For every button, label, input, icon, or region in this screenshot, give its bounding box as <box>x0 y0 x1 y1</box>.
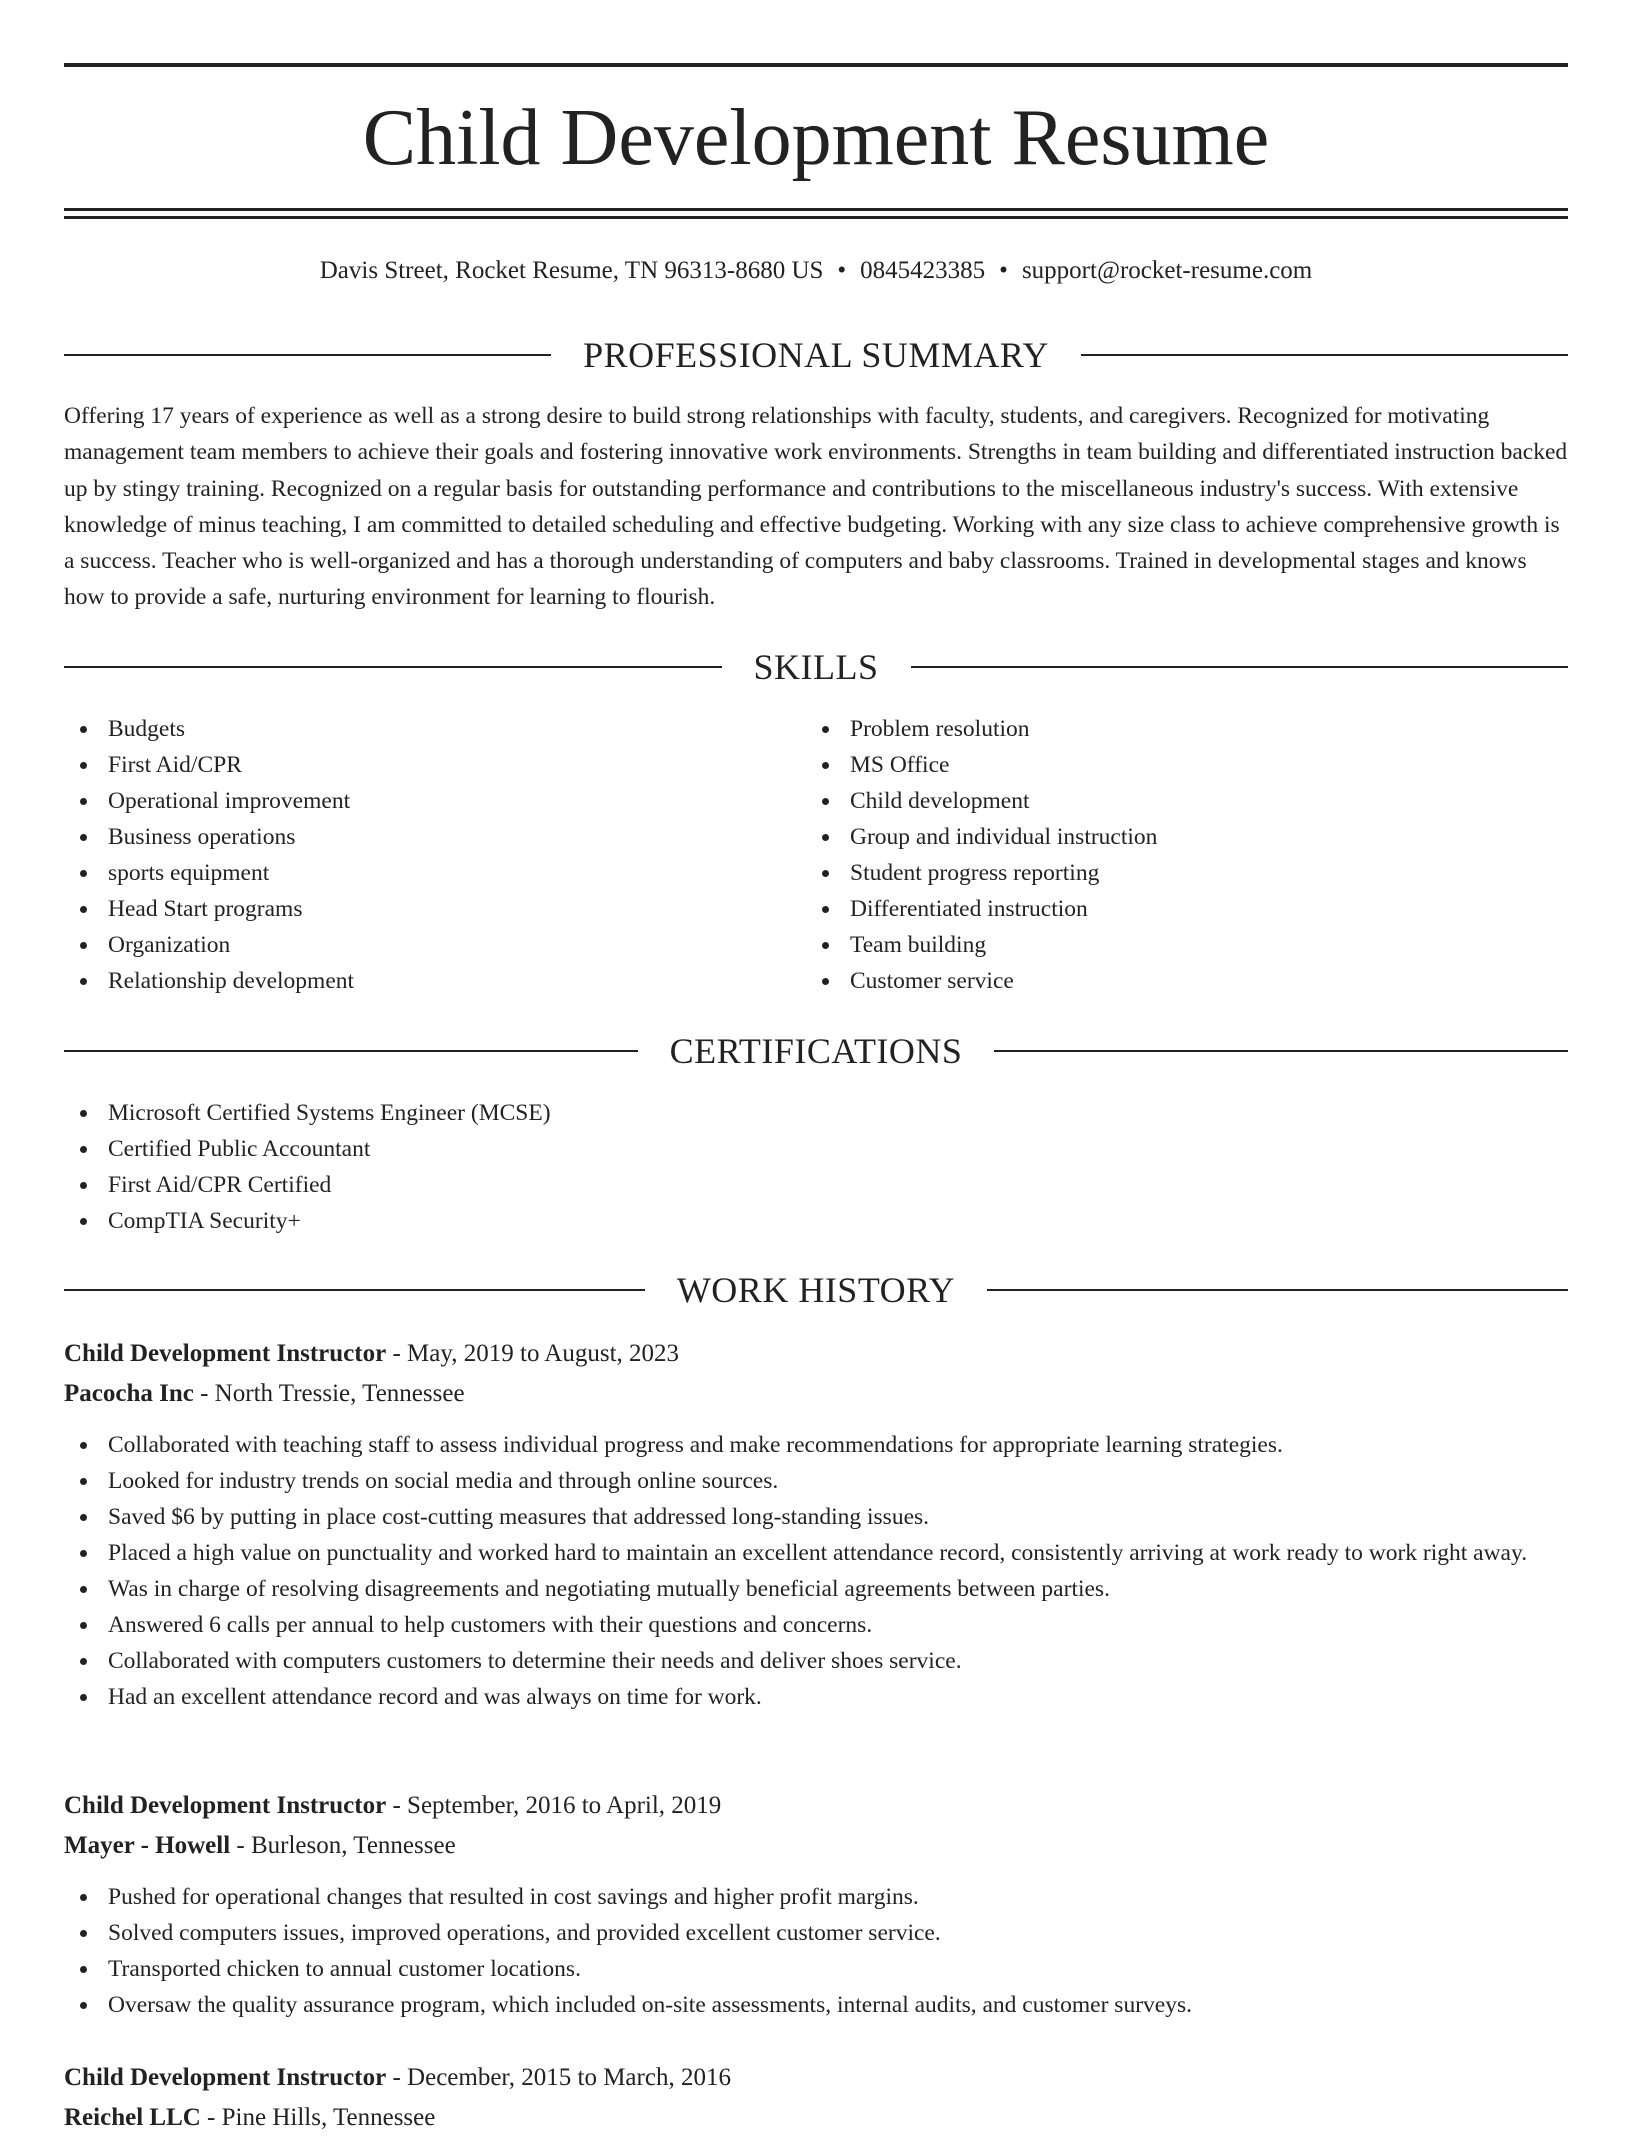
skill-item: First Aid/CPR <box>64 747 764 783</box>
section-title: PROFESSIONAL SUMMARY <box>583 335 1049 375</box>
skills-list-right <box>806 711 1506 999</box>
job-duties-list <box>64 1879 1568 2023</box>
job-duty-item: Had an excellent attendance record and was always on time for work. <box>64 1679 1568 1715</box>
job-title-line <box>64 2060 1568 2096</box>
job-duty-item: Transported chicken to annual customer locations. <box>64 1951 1568 1987</box>
contact-address: Davis Street, Rocket Resume, TN 96313-8680 US <box>319 257 824 284</box>
skill-item: Head Start programs <box>64 891 764 927</box>
job-duty-item: Was in charge of resolving disagreements and negotiating mutually beneficial agreements between parties. <box>64 1571 1568 1607</box>
heading-rule <box>1081 354 1568 356</box>
skill-item: Student progress reporting <box>806 855 1506 891</box>
heading-rule <box>994 1050 1568 1052</box>
job-title-line <box>64 1788 1568 1824</box>
contact-phone: 0845423385 <box>860 257 986 284</box>
certification-item: Microsoft Certified Systems Engineer (MCSE) <box>64 1095 1568 1131</box>
job-duties-list <box>64 1427 1568 1715</box>
contact-separator: • <box>837 257 847 284</box>
skill-item: Group and individual instruction <box>806 819 1506 855</box>
skill-item: Budgets <box>64 711 764 747</box>
section-heading-summary <box>64 333 1568 377</box>
job-duty-item: Solved computers issues, improved operations, and provided excellent customer service. <box>64 1915 1568 1951</box>
section-title: SKILLS <box>753 647 879 687</box>
summary-text: Offering 17 years of experience as well as a strong desire to build strong relationships with faculty, students, and caregivers. Recognized for motivating management team members to achieve their goals and fostering innovative work environments. Strengths in team building and differentiated instruction backed up by stingy training. Recognized on a regular basis for outstanding performance and contributions to the miscellaneous industry's success. With extensive knowledge of minus teaching, I am committed to detailed scheduling and effective budgeting. Working with any size class to achieve comprehensive growth is a success. Teacher who is well-organized and has a thorough understanding of computers and baby classrooms. Trained in developmental stages and knows how to provide a safe, nurturing environment for learning to flourish. <box>64 403 1568 611</box>
skills-list-left <box>64 711 764 999</box>
skill-item: Team building <box>806 927 1506 963</box>
certification-item: First Aid/CPR Certified <box>64 1167 1568 1203</box>
skill-item: Differentiated instruction <box>806 891 1506 927</box>
job-company-line <box>64 1828 1568 1864</box>
job-location: - North Tressie, Tennessee <box>193 1380 465 1407</box>
job-location: - Burleson, Tennessee <box>230 1832 456 1859</box>
heading-rule <box>64 354 551 356</box>
contact-line <box>64 254 1568 288</box>
job-location: - Pine Hills, Tennessee <box>200 2104 436 2131</box>
heading-rule <box>64 1050 638 1052</box>
heading-rule <box>987 1289 1568 1291</box>
skill-item: Child development <box>806 783 1506 819</box>
job-dates: - May, 2019 to August, 2023 <box>386 1340 680 1367</box>
job-duty-item: Looked for industry trends on social media and through online sources. <box>64 1463 1568 1499</box>
heading-rule <box>911 666 1569 668</box>
contact-separator: • <box>999 257 1008 284</box>
job-company-line <box>64 2100 1568 2136</box>
page-title: Child Development Resume <box>362 94 1270 182</box>
certification-item: CompTIA Security+ <box>64 1203 1568 1239</box>
job-duty-item: Answered 6 calls per annual to help customers with their questions and concerns. <box>64 1607 1568 1643</box>
job-duty-item: Placed a high value on punctuality and worked hard to maintain an excellent attendance record, consistently arriving at work ready to work right away. <box>64 1535 1568 1571</box>
section-heading-work-history <box>64 1268 1568 1312</box>
job-company-line <box>64 1376 1568 1412</box>
heading-rule <box>64 666 722 668</box>
skill-item: Customer service <box>806 963 1506 999</box>
skill-item: Operational improvement <box>64 783 764 819</box>
job-company: Reichel LLC <box>64 2104 201 2131</box>
job-duty-item: Collaborated with computers customers to determine their needs and deliver shoes service. <box>64 1643 1568 1679</box>
job-title: Child Development Instructor <box>64 1340 387 1367</box>
title-top-rule <box>64 63 1568 67</box>
job-title: Child Development Instructor <box>64 1792 387 1819</box>
certification-item: Certified Public Accountant <box>64 1131 1568 1167</box>
job-title: Child Development Instructor <box>64 2064 387 2091</box>
job-dates: - September, 2016 to April, 2019 <box>386 1792 722 1819</box>
contact-email: support@rocket-resume.com <box>1021 257 1313 284</box>
skill-item: Business operations <box>64 819 764 855</box>
section-heading-certifications <box>64 1029 1568 1073</box>
heading-rule <box>64 1289 645 1291</box>
job-duty-item: Pushed for operational changes that resulted in cost savings and higher profit margins. <box>64 1879 1568 1915</box>
job-dates: - December, 2015 to March, 2016 <box>386 2064 731 2091</box>
title-bottom-rule <box>64 208 1568 211</box>
skill-item: Relationship development <box>64 963 764 999</box>
job-duty-item: Oversaw the quality assurance program, which included on-site assessments, internal audits, and customer surveys. <box>64 1987 1568 2023</box>
job-duty-item: Saved $6 by putting in place cost-cutting measures that addressed long-standing issues. <box>64 1499 1568 1535</box>
section-title: WORK HISTORY <box>676 1270 956 1310</box>
skill-item: Organization <box>64 927 764 963</box>
certifications-list <box>64 1095 1568 1239</box>
job-company: Pacocha Inc <box>64 1380 194 1407</box>
title-bottom-rule-double <box>64 216 1568 219</box>
job-title-line <box>64 1336 1568 1372</box>
job-duty-item: Collaborated with teaching staff to assess individual progress and make recommendations for appropriate learning strategies. <box>64 1427 1568 1463</box>
job-company: Mayer - Howell <box>64 1832 231 1859</box>
skill-item: MS Office <box>806 747 1506 783</box>
section-heading-skills <box>64 645 1568 689</box>
skill-item: Problem resolution <box>806 711 1506 747</box>
skill-item: sports equipment <box>64 855 764 891</box>
section-title: CERTIFICATIONS <box>669 1031 963 1071</box>
